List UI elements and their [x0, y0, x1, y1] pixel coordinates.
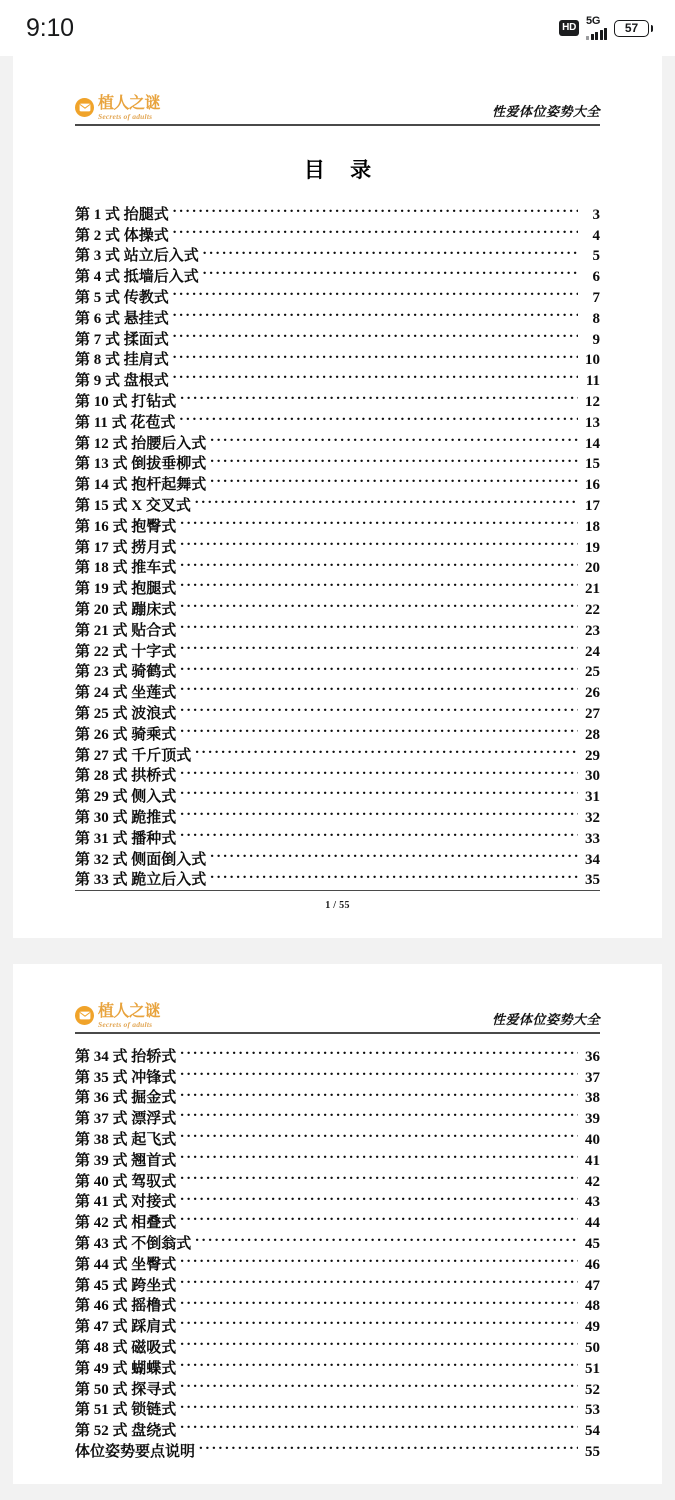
toc-entry-label: 第 16 式 抱臀式 [75, 518, 177, 535]
toc-dot-leader [179, 406, 578, 427]
toc-entry-page-number: 34 [585, 851, 600, 868]
toc-dot-leader [173, 198, 578, 219]
toc-dot-leader [173, 219, 578, 240]
toc-dot-leader [173, 323, 578, 344]
toc-entry-label: 第 21 式 贴合式 [75, 622, 177, 639]
toc-entry-page-number: 4 [592, 227, 600, 244]
toc-entry-label: 第 9 式 盘根式 [75, 373, 169, 390]
toc-entry-label: 第 5 式 传教式 [75, 289, 169, 306]
toc-entry-label: 第 51 式 锁链式 [75, 1402, 177, 1419]
toc-dot-leader [180, 1373, 578, 1394]
toc-dot-leader [180, 531, 578, 552]
toc-entry-label: 第 1 式 抬腿式 [75, 206, 169, 223]
brand-name-en: Secrets of adults [98, 1019, 153, 1029]
toc-entry-label: 第 27 式 千斤顶式 [75, 747, 192, 764]
toc-dot-leader [180, 385, 578, 406]
toc-dot-leader [180, 656, 578, 677]
toc-dot-leader [180, 552, 578, 573]
toc-entry-label: 第 41 式 对接式 [75, 1194, 177, 1211]
document-title: 性爱体位姿势大全 [491, 104, 600, 119]
toc-entry-page-number: 28 [585, 726, 600, 743]
toc-list-page-1 [75, 198, 600, 889]
toc-entry-label: 第 10 式 打钻式 [75, 393, 177, 410]
toc-entry-page-number: 10 [585, 352, 600, 369]
toc-entry-page-number: 35 [585, 872, 600, 889]
toc-dot-leader [195, 1227, 578, 1248]
envelope-icon [75, 98, 94, 117]
toc-entry-page-number: 32 [585, 809, 600, 826]
toc-dot-leader [180, 822, 578, 843]
toc-entry-label: 第 45 式 跨坐式 [75, 1277, 177, 1294]
toc-dot-leader [210, 448, 578, 469]
brand-logo [75, 96, 160, 121]
page-header [75, 86, 600, 126]
toc-entry-page-number: 33 [585, 830, 600, 847]
toc-entry-label: 第 7 式 揉面式 [75, 331, 169, 348]
toc-dot-leader [173, 364, 578, 385]
toc-entry-page-number: 26 [585, 685, 600, 702]
toc-dot-leader [203, 260, 578, 281]
toc-entry-page-number: 30 [585, 768, 600, 785]
toc-entry-page-number: 8 [592, 310, 600, 327]
toc-entry-label: 第 3 式 站立后入式 [75, 248, 199, 265]
toc-entry-page-number: 14 [585, 435, 600, 452]
toc-dot-leader [180, 1061, 578, 1082]
toc-entry-page-number: 40 [585, 1131, 600, 1148]
toc-dot-leader [199, 1435, 578, 1456]
toc-entry-label: 第 38 式 起飞式 [75, 1131, 177, 1148]
document-title: 性爱体位姿势大全 [491, 1012, 600, 1027]
toc-entry-page-number: 37 [585, 1069, 600, 1086]
toc-dot-leader [195, 489, 578, 510]
toc-entry-page-number: 46 [585, 1256, 600, 1273]
toc-dot-leader [180, 593, 578, 614]
toc-entry-label: 第 47 式 踩肩式 [75, 1319, 177, 1336]
toc-entry-label: 第 4 式 抵墙后入式 [75, 269, 199, 286]
toc-entry-label: 第 44 式 坐臀式 [75, 1256, 177, 1273]
toc-entry-page-number: 13 [585, 414, 600, 431]
brand-name-en: Secrets of adults [98, 111, 153, 121]
toc-entry-label: 第 37 式 漂浮式 [75, 1111, 177, 1128]
toc-dot-leader [180, 1186, 578, 1207]
toc-entry-label: 第 8 式 挂肩式 [75, 352, 169, 369]
toc-entry-page-number: 53 [585, 1402, 600, 1419]
toc-dot-leader [180, 1394, 578, 1415]
hd-icon: HD [559, 20, 579, 36]
status-bar [0, 0, 675, 56]
battery-body [614, 20, 649, 37]
toc-entry[interactable] [75, 198, 600, 223]
toc-entry-label: 第 15 式 X 交叉式 [75, 497, 191, 514]
toc-entry-label: 第 19 式 抱腿式 [75, 581, 177, 598]
toc-entry-page-number: 52 [585, 1381, 600, 1398]
brand-text [98, 1004, 160, 1029]
toc-entry-label: 第 20 式 蹦床式 [75, 601, 177, 618]
toc-dot-leader [203, 240, 578, 261]
brand-name-cn: 植人之谜 [98, 1002, 161, 1020]
toc-entry-label: 第 34 式 抬轿式 [75, 1048, 177, 1065]
toc-dot-leader [180, 676, 578, 697]
toc-entry-label: 第 39 式 翘首式 [75, 1152, 177, 1169]
toc-dot-leader [180, 1352, 578, 1373]
toc-entry-page-number: 21 [585, 581, 600, 598]
toc-entry-page-number: 31 [585, 789, 600, 806]
toc-entry-page-number: 50 [585, 1339, 600, 1356]
toc-entry-page-number: 6 [592, 269, 600, 286]
toc-list-page-2 [75, 1040, 600, 1460]
toc-entry-page-number: 44 [585, 1215, 600, 1232]
toc-entry-label: 第 24 式 坐莲式 [75, 685, 177, 702]
page-number-label: 1 / 55 [325, 900, 350, 912]
toc-entry-label: 体位姿势要点说明 [75, 1443, 196, 1460]
toc-dot-leader [195, 739, 578, 760]
toc-dot-leader [180, 1414, 578, 1435]
battery-level-label: 57 [624, 21, 639, 35]
toc-entry-label: 第 46 式 摇橹式 [75, 1298, 177, 1315]
toc-entry-label: 第 35 式 冲锋式 [75, 1069, 177, 1086]
battery-cap [651, 25, 654, 32]
toc-entry-page-number: 23 [585, 622, 600, 639]
toc-dot-leader [180, 1102, 578, 1123]
toc-entry-page-number: 41 [585, 1152, 600, 1169]
toc-entry-page-number: 55 [585, 1443, 600, 1460]
toc-entry-label: 第 28 式 拱桥式 [75, 768, 177, 785]
document-page-1[interactable] [13, 56, 662, 938]
page-header [75, 994, 600, 1034]
toc-entry-label: 第 30 式 跪推式 [75, 809, 177, 826]
toc-dot-leader [180, 635, 578, 656]
toc-entry-label: 第 48 式 磁吸式 [75, 1339, 177, 1356]
page-title: 目 录 [303, 158, 382, 182]
toc-entry-label: 第 12 式 抬腰后入式 [75, 435, 207, 452]
toc-entry-label: 第 36 式 掘金式 [75, 1090, 177, 1107]
toc-entry-page-number: 7 [592, 289, 600, 306]
toc-entry-page-number: 22 [585, 601, 600, 618]
toc-entry-page-number: 48 [585, 1298, 600, 1315]
toc-dot-leader [210, 843, 578, 864]
toc-dot-leader [180, 1248, 578, 1269]
toc-entry-page-number: 17 [585, 497, 600, 514]
toc-dot-leader [180, 1310, 578, 1331]
toc-entry-label: 第 33 式 跪立后入式 [75, 872, 207, 889]
toc-entry-label: 第 49 式 蝴蝶式 [75, 1360, 177, 1377]
toc-dot-leader [180, 614, 578, 635]
toc-entry-label: 第 22 式 十字式 [75, 643, 177, 660]
toc-entry-label: 第 31 式 播种式 [75, 830, 177, 847]
network-type-label: 5G [586, 15, 601, 27]
envelope-icon [75, 1006, 94, 1025]
toc-entry-page-number: 29 [585, 747, 600, 764]
toc-dot-leader [180, 1123, 578, 1144]
toc-dot-leader [180, 1165, 578, 1186]
toc-entry-label: 第 2 式 体操式 [75, 227, 169, 244]
toc-dot-leader [180, 510, 578, 531]
toc-entry-page-number: 47 [585, 1277, 600, 1294]
toc-dot-leader [180, 697, 578, 718]
toc-entry-page-number: 3 [592, 206, 600, 223]
toc-dot-leader [180, 1040, 578, 1061]
toc-dot-leader [180, 718, 578, 739]
toc-entry-page-number: 42 [585, 1173, 600, 1190]
toc-entry-label: 第 6 式 悬挂式 [75, 310, 169, 327]
toc-dot-leader [180, 572, 578, 593]
toc-dot-leader [173, 344, 578, 365]
toc-entry-label: 第 13 式 倒拔垂柳式 [75, 456, 207, 473]
toc-entry-page-number: 54 [585, 1423, 600, 1440]
toc-entry-page-number: 11 [585, 373, 600, 390]
toc-entry-page-number: 25 [585, 664, 600, 681]
toc-entry-page-number: 16 [585, 477, 600, 494]
toc-entry-page-number: 20 [585, 560, 600, 577]
toc-entry-page-number: 18 [585, 518, 600, 535]
brand-text [98, 96, 160, 121]
toc-dot-leader [180, 1331, 578, 1352]
toc-entry-page-number: 39 [585, 1111, 600, 1128]
toc-dot-leader [180, 1206, 578, 1227]
toc-dot-leader [180, 1269, 578, 1290]
toc-entry-label: 第 43 式 不倒翁式 [75, 1235, 192, 1252]
document-viewer[interactable] [0, 56, 675, 1484]
toc-entry-page-number: 27 [585, 705, 600, 722]
toc-entry-page-number: 38 [585, 1090, 600, 1107]
toc-dot-leader [173, 302, 578, 323]
toc-entry-label: 第 40 式 驾驭式 [75, 1173, 177, 1190]
toc-entry-page-number: 51 [585, 1360, 600, 1377]
toc-entry-page-number: 15 [585, 456, 600, 473]
toc-entry-label: 第 17 式 捞月式 [75, 539, 177, 556]
signal-bars-icon [586, 28, 607, 40]
toc-dot-leader [173, 281, 578, 302]
toc-entry-label: 第 52 式 盘绕式 [75, 1423, 177, 1440]
toc-entry[interactable] [75, 1040, 600, 1065]
toc-dot-leader [180, 1144, 578, 1165]
toc-entry-page-number: 19 [585, 539, 600, 556]
toc-dot-leader [210, 864, 578, 885]
brand-logo [75, 1004, 160, 1029]
toc-entry-page-number: 12 [585, 393, 600, 410]
toc-entry-label: 第 11 式 花苞式 [75, 414, 176, 431]
toc-entry-page-number: 5 [592, 248, 600, 265]
status-indicators [559, 16, 653, 40]
toc-dot-leader [210, 427, 578, 448]
toc-entry-label: 第 23 式 骑鹤式 [75, 664, 177, 681]
toc-dot-leader [180, 760, 578, 781]
brand-name-cn: 植人之谜 [98, 94, 161, 112]
page-footer [75, 890, 600, 913]
toc-entry-label: 第 14 式 抱杆起舞式 [75, 477, 207, 494]
toc-entry-page-number: 24 [585, 643, 600, 660]
toc-dot-leader [180, 1290, 578, 1311]
toc-dot-leader [180, 801, 578, 822]
toc-entry-page-number: 9 [592, 331, 600, 348]
toc-entry-page-number: 49 [585, 1319, 600, 1336]
toc-dot-leader [210, 468, 578, 489]
status-clock: 9:10 [26, 13, 74, 42]
toc-entry-label: 第 50 式 探寻式 [75, 1381, 177, 1398]
toc-entry-page-number: 45 [585, 1235, 600, 1252]
toc-entry-page-number: 36 [585, 1048, 600, 1065]
toc-entry-page-number: 43 [585, 1194, 600, 1211]
toc-entry-label: 第 29 式 侧入式 [75, 789, 177, 806]
toc-dot-leader [180, 1082, 578, 1103]
toc-entry-label: 第 25 式 波浪式 [75, 705, 177, 722]
battery-icon [614, 20, 653, 37]
signal-icon [586, 16, 607, 40]
toc-entry-label: 第 42 式 相叠式 [75, 1215, 177, 1232]
toc-entry-label: 第 18 式 推车式 [75, 560, 177, 577]
toc-dot-leader [180, 780, 578, 801]
toc-entry-label: 第 26 式 骑乘式 [75, 726, 177, 743]
toc-entry-label: 第 32 式 侧面倒入式 [75, 851, 207, 868]
document-page-2[interactable] [13, 964, 662, 1484]
